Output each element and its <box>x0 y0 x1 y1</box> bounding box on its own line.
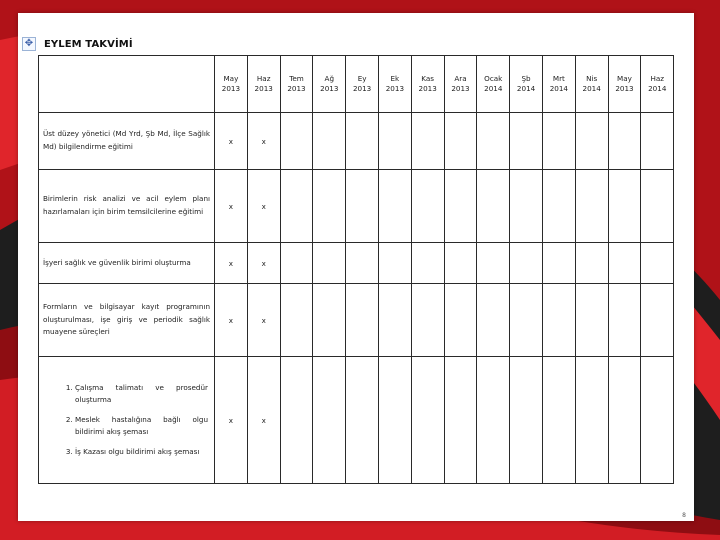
activity-cell: Birimlerin risk analizi ve acil eylem planı hazırlamaları için birim temsilcilerine eğitimi <box>39 170 215 243</box>
schedule-cell <box>641 113 674 170</box>
month-label: Ek <box>390 73 400 83</box>
schedule-mark: x <box>247 113 280 170</box>
month-header <box>542 56 575 113</box>
schedule-cell <box>313 243 346 284</box>
header-row <box>39 56 674 113</box>
schedule-cell <box>608 170 641 243</box>
month-label: Tem <box>289 73 304 83</box>
schedule-cell <box>346 170 379 243</box>
schedule-cell <box>280 113 313 170</box>
schedule-cell <box>411 284 444 357</box>
schedule-cell <box>313 284 346 357</box>
schedule-cell <box>444 243 477 284</box>
month-label: Ara <box>454 73 467 83</box>
schedule-cell <box>444 357 477 484</box>
slide-number: 8 <box>682 512 686 519</box>
month-header <box>444 56 477 113</box>
year-label: 2014 <box>648 84 667 93</box>
schedule-cell <box>510 243 543 284</box>
schedule-cell <box>510 284 543 357</box>
month-label: Ocak <box>484 73 503 83</box>
year-label: 2013 <box>615 84 634 93</box>
slide-title: EYLEM TAKVİMİ <box>44 39 133 50</box>
year-label: 2014 <box>582 84 601 93</box>
schedule-cell <box>280 170 313 243</box>
schedule-cell <box>280 284 313 357</box>
schedule-cell <box>477 170 510 243</box>
month-header <box>313 56 346 113</box>
slide-content <box>18 13 694 521</box>
schedule-cell <box>477 243 510 284</box>
year-label: 2013 <box>287 84 306 93</box>
month-label: Haz <box>256 73 271 83</box>
schedule-cell <box>608 357 641 484</box>
table-row <box>39 113 674 170</box>
schedule-cell <box>477 113 510 170</box>
schedule-mark: x <box>247 170 280 243</box>
month-header <box>247 56 280 113</box>
schedule-cell <box>542 284 575 357</box>
month-header <box>575 56 608 113</box>
month-label: Şb <box>521 73 531 83</box>
year-label: 2013 <box>254 84 273 93</box>
schedule-cell <box>346 243 379 284</box>
year-label: 2013 <box>385 84 405 93</box>
activity-subitem: 2. Meslek hastalığına bağlı olgu bildirimi akış şeması <box>75 414 208 437</box>
activity-subitem: 3. İş Kazası olgu bildirimi akış şeması <box>75 446 208 458</box>
table-row <box>39 284 674 357</box>
month-label: May <box>617 73 632 83</box>
schedule-cell <box>510 357 543 484</box>
table-row <box>39 357 674 484</box>
schedule-mark: x <box>215 113 248 170</box>
month-label: May <box>223 73 239 83</box>
schedule-cell <box>346 357 379 484</box>
schedule-cell <box>477 284 510 357</box>
schedule-cell <box>542 113 575 170</box>
schedule-cell <box>444 170 477 243</box>
month-header <box>378 56 411 113</box>
schedule-cell <box>575 170 608 243</box>
month-header <box>608 56 641 113</box>
schedule-cell <box>346 284 379 357</box>
schedule-mark: x <box>247 284 280 357</box>
schedule-cell <box>542 357 575 484</box>
schedule-cell <box>542 243 575 284</box>
year-label: 2013 <box>320 84 339 93</box>
schedule-cell <box>411 243 444 284</box>
year-label: 2013 <box>451 84 470 93</box>
schedule-cell <box>444 113 477 170</box>
schedule-cell <box>411 170 444 243</box>
schedule-cell <box>641 284 674 357</box>
action-plan-table <box>38 55 674 484</box>
schedule-cell <box>575 357 608 484</box>
month-header <box>477 56 510 113</box>
month-header <box>215 56 248 113</box>
schedule-mark: x <box>215 284 248 357</box>
schedule-cell <box>378 284 411 357</box>
schedule-cell <box>641 357 674 484</box>
schedule-mark: x <box>215 357 248 484</box>
schedule-cell <box>444 284 477 357</box>
schedule-cell <box>280 243 313 284</box>
month-header <box>641 56 674 113</box>
schedule-cell <box>542 170 575 243</box>
month-header <box>411 56 444 113</box>
schedule-mark: x <box>215 170 248 243</box>
month-label: Kas <box>421 73 435 83</box>
schedule-cell <box>510 113 543 170</box>
move-arrows-icon[interactable]: ✥ <box>22 37 36 51</box>
schedule-cell <box>378 243 411 284</box>
activity-cell: İşyeri sağlık ve güvenlik birimi oluşturma <box>39 243 215 284</box>
schedule-cell <box>477 357 510 484</box>
schedule-cell <box>411 357 444 484</box>
activity-cell: Formların ve bilgisayar kayıt programının oluşturulması, işe giriş ve periodik sağlık muayene süreçleri <box>39 284 215 357</box>
schedule-cell <box>608 113 641 170</box>
schedule-mark: x <box>247 357 280 484</box>
month-label: Ey <box>357 73 367 83</box>
schedule-cell <box>313 357 346 484</box>
activity-sublist <box>39 382 214 458</box>
activity-sublist-cell <box>39 357 215 484</box>
month-header <box>510 56 543 113</box>
schedule-cell <box>608 284 641 357</box>
schedule-mark: x <box>247 243 280 284</box>
month-label: Mrt <box>552 73 565 83</box>
schedule-mark: x <box>215 243 248 284</box>
schedule-cell <box>378 357 411 484</box>
schedule-cell <box>411 113 444 170</box>
month-header <box>280 56 313 113</box>
activity-cell: Üst düzey yönetici (Md Yrd, Şb Md, İlçe Sağlık Md) bilgilendirme eğitimi <box>39 113 215 170</box>
year-label: 2013 <box>352 84 372 93</box>
schedule-cell <box>346 113 379 170</box>
schedule-cell <box>641 243 674 284</box>
year-label: 2014 <box>516 84 536 93</box>
schedule-cell <box>575 284 608 357</box>
year-label: 2014 <box>484 84 503 93</box>
schedule-cell <box>378 113 411 170</box>
month-header <box>346 56 379 113</box>
schedule-cell <box>608 243 641 284</box>
activity-subitem: 1. Çalışma talimatı ve prosedür oluşturma <box>75 382 208 405</box>
schedule-cell <box>641 170 674 243</box>
month-label: Nis <box>586 73 598 83</box>
header-corner-cell <box>39 56 215 113</box>
year-label: 2014 <box>549 84 569 93</box>
schedule-cell <box>575 113 608 170</box>
table-row <box>39 243 674 284</box>
month-label: Haz <box>650 73 665 83</box>
schedule-cell <box>510 170 543 243</box>
schedule-cell <box>313 113 346 170</box>
schedule-cell <box>313 170 346 243</box>
year-label: 2013 <box>418 84 437 93</box>
month-label: Ağ <box>324 73 335 83</box>
year-label: 2013 <box>221 84 241 93</box>
schedule-cell <box>280 357 313 484</box>
schedule-cell <box>378 170 411 243</box>
schedule-cell <box>575 243 608 284</box>
table-row <box>39 170 674 243</box>
